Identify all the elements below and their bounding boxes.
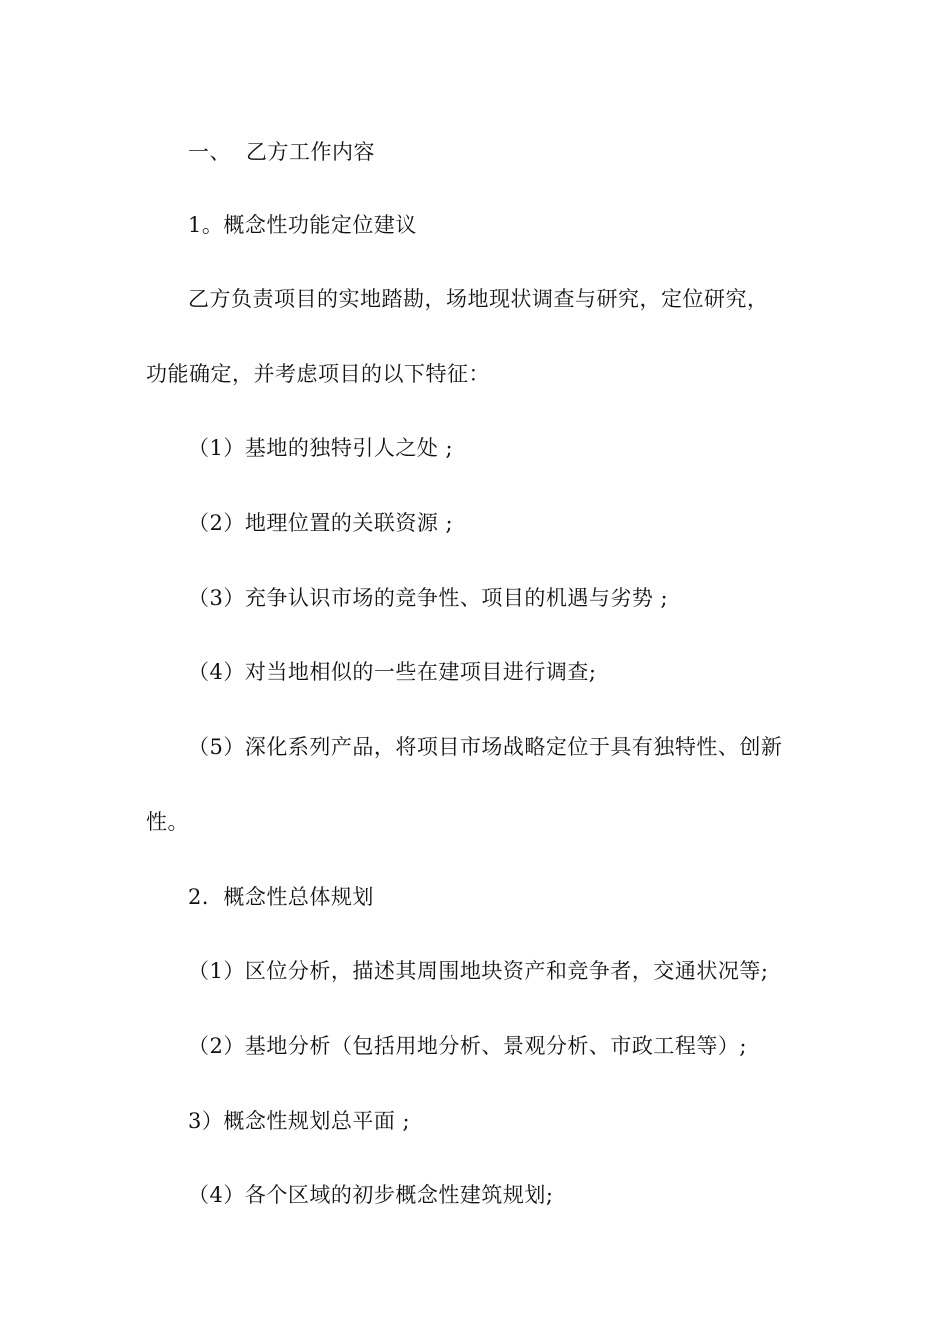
subsection-1-item-5-continuation: 性。 — [146, 810, 189, 834]
subsection-1-item-2: （2）地理位置的关联资源 ; — [188, 511, 454, 535]
section-heading-title: 乙方工作内容 — [246, 140, 375, 164]
subsection-1-item-4: （4）对当地相似的一些在建项目进行调查; — [188, 660, 597, 684]
subsection-2-item-1: （1）区位分析，描述其周围地块资产和竞争者，交通状况等; — [188, 959, 769, 983]
subsection-1-intro-line-2: 功能确定，并考虑项目的以下特征： — [146, 362, 490, 386]
subsection-1-item-5: （5）深化系列产品，将项目市场战略定位于具有独特性、创新 — [188, 735, 783, 759]
subsection-1-intro-line-1: 乙方负责项目的实地踏勘，场地现状调查与研究，定位研究， — [188, 287, 769, 311]
subsection-2-item-2: （2）基地分析（包括用地分析、景观分析、市政工程等）; — [188, 1034, 747, 1058]
subsection-1-item-1: （1）基地的独特引人之处 ; — [188, 436, 454, 460]
section-heading — [188, 138, 375, 166]
subsection-2-item-3: 3）概念性规划总平面 ; — [188, 1109, 411, 1133]
subsection-1-title: 1。概念性功能定位建议 — [188, 213, 417, 237]
subsection-2-title: 2．概念性总体规划 — [188, 885, 374, 909]
section-heading-number: 一、 — [188, 140, 231, 164]
subsection-1-item-3: （3）充争认识市场的竞争性、项目的机遇与劣势 ; — [188, 586, 669, 610]
subsection-2-item-4: （4）各个区域的初步概念性建筑规划; — [188, 1183, 554, 1207]
